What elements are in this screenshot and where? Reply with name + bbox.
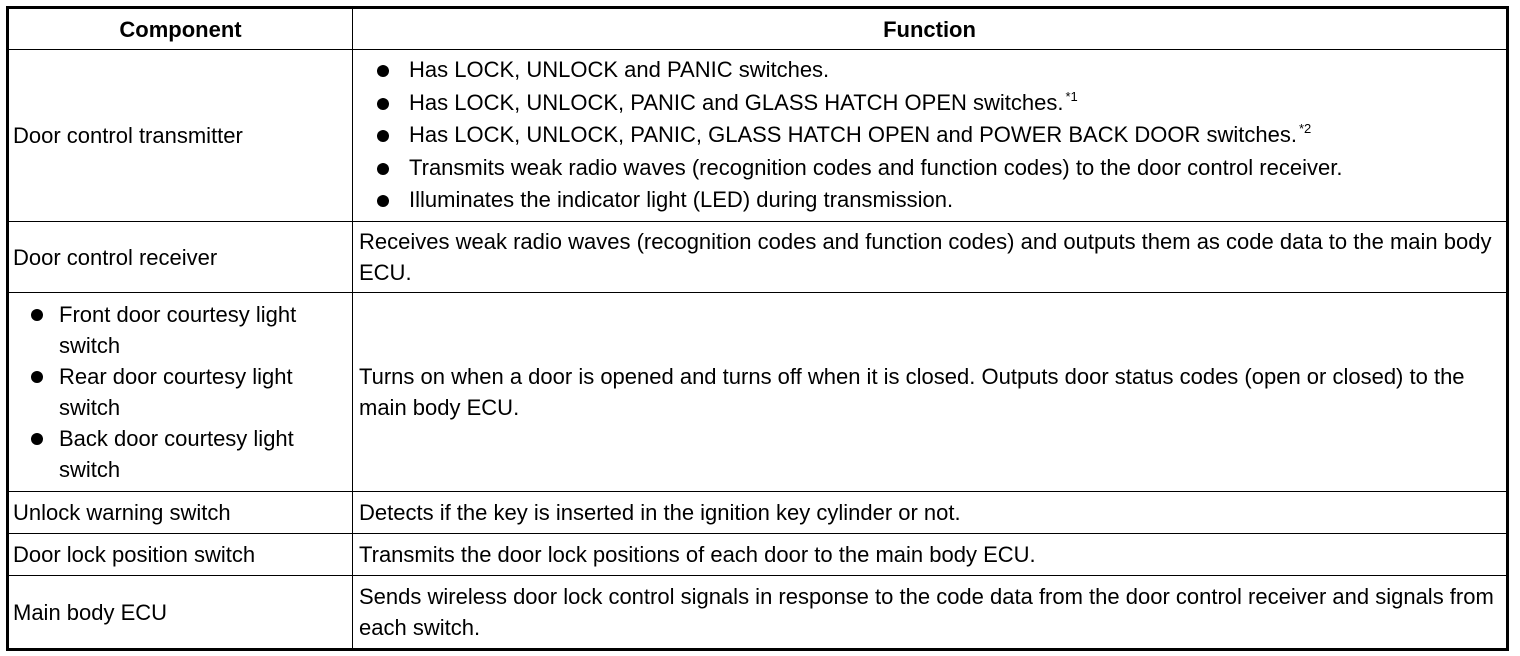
list-item: Transmits weak radio waves (recognition codes and function codes) to the door control receiver. — [359, 152, 1500, 185]
function-cell: Sends wireless door lock control signals in response to the code data from the door control receiver and signals from each switch. — [353, 576, 1508, 650]
function-cell: Receives weak radio waves (recognition codes and function codes) and outputs them as code data to the main body ECU. — [353, 222, 1508, 293]
header-component: Component — [8, 8, 353, 50]
component-cell: Door control receiver — [8, 222, 353, 293]
footnote-marker: *1 — [1065, 88, 1078, 104]
bullet-icon — [377, 98, 389, 110]
component-cell: Main body ECU — [8, 576, 353, 650]
table-row — [8, 50, 1508, 222]
table-row — [8, 222, 1508, 293]
header-function: Function — [353, 8, 1508, 50]
component-cell: Door lock position switch — [8, 534, 353, 576]
component-cell — [8, 293, 353, 492]
list-item: Front door courtesy light switch — [13, 299, 346, 361]
function-list — [359, 54, 1500, 217]
component-cell: Unlock warning switch — [8, 492, 353, 534]
function-cell: Transmits the door lock positions of each door to the main body ECU. — [353, 534, 1508, 576]
list-item: Has LOCK, UNLOCK, PANIC and GLASS HATCH OPEN switches. $^{*1}$ — [359, 87, 1500, 120]
footnote-marker: *2 — [1298, 121, 1312, 137]
list-item: Has LOCK, UNLOCK, PANIC, GLASS HATCH OPEN and POWER BACK DOOR switches. $^{*2}$ — [359, 119, 1500, 152]
bullet-icon — [377, 130, 389, 142]
bullet-icon — [31, 433, 43, 445]
header-row — [8, 8, 1508, 50]
bullet-icon — [377, 195, 389, 207]
function-cell — [353, 50, 1508, 222]
function-cell: Turns on when a door is opened and turns off when it is closed. Outputs door status codes (open or closed) to the main body ECU. — [353, 293, 1508, 492]
component-cell: Door control transmitter — [8, 50, 353, 222]
component-list — [13, 299, 346, 485]
component-function-table — [6, 6, 1509, 651]
list-item: Back door courtesy light switch — [13, 423, 346, 485]
list-item: Illuminates the indicator light (LED) during transmission. — [359, 184, 1500, 217]
function-cell: Detects if the key is inserted in the ignition key cylinder or not. — [353, 492, 1508, 534]
bullet-icon — [31, 371, 43, 383]
table-row — [8, 534, 1508, 576]
bullet-icon — [31, 309, 43, 321]
bullet-icon — [377, 65, 389, 77]
table-row — [8, 293, 1508, 492]
table-row — [8, 576, 1508, 650]
bullet-icon — [377, 163, 389, 175]
table-row — [8, 492, 1508, 534]
list-item: Rear door courtesy light switch — [13, 361, 346, 423]
list-item: Has LOCK, UNLOCK and PANIC switches. — [359, 54, 1500, 87]
